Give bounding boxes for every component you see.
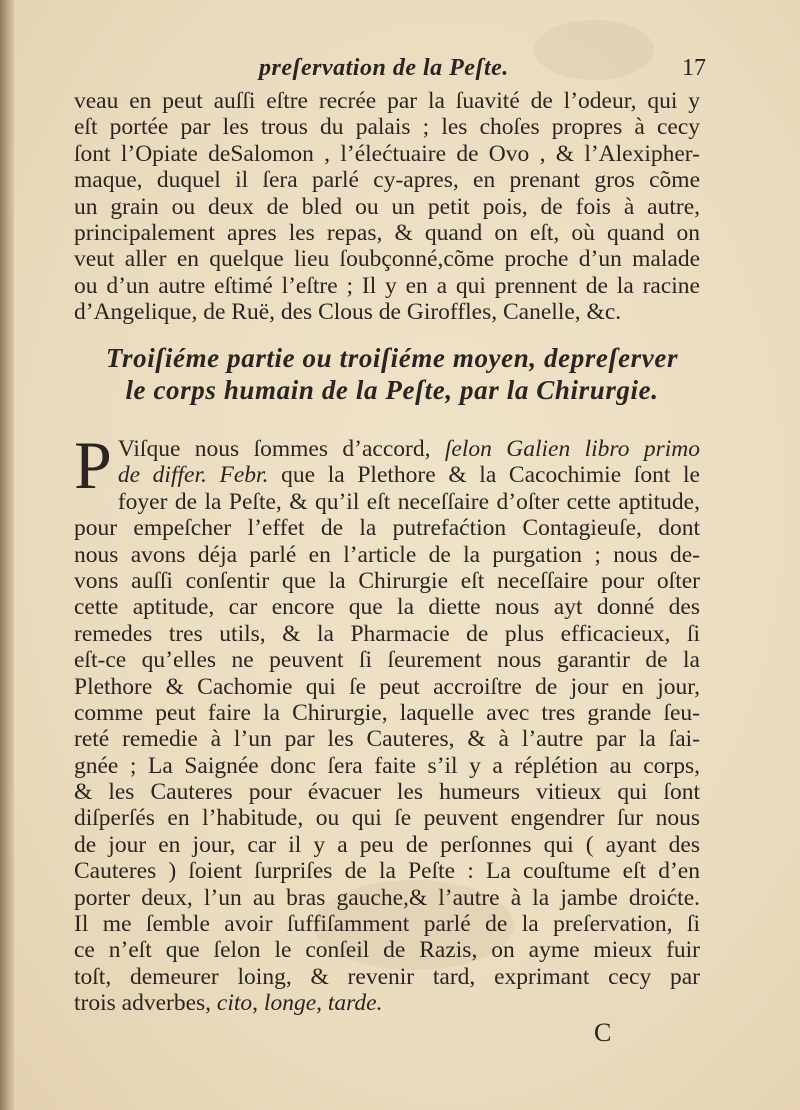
- text-line: vons auſſi conſentir que la Chirurgie eſt neceſſaire pour oſter: [74, 567, 700, 594]
- running-title: preſervation de la Peſte.: [259, 55, 509, 81]
- text-line: Plethore & Cachomie qui ſe peut accroiſtre de jour en jour,: [74, 673, 700, 700]
- text-line: remedes tres utils, & la Pharmacie de plus efficacieux, ſi: [74, 620, 700, 647]
- page-header: [74, 55, 706, 87]
- paragraph-1: [74, 88, 700, 326]
- text-line: ou d’un autre eſtimé l’eſtre ; Il y en a qui prennent de la racine: [74, 272, 700, 299]
- text-line: veut aller en quelque lieu ſoubçonné,cõme proche d’un malade: [74, 246, 700, 273]
- book-page: [14, 0, 800, 1110]
- paragraph-2: [74, 427, 700, 1017]
- text-line: maque, duquel il ſera parlé cy-apres, en prenant gros cõme: [74, 167, 700, 194]
- text-line: reté remedie à l’un par les Cauteres, & à l’autre par la ſai-: [74, 726, 700, 753]
- text-line: gnée ; La Saignée donc ſera faite s’il y a réplétion au corps,: [74, 752, 700, 779]
- text-line: un grain ou deux de bled ou un petit pois, de fois à autre,: [74, 193, 700, 220]
- text-line: ſont l’Opiate deSalomon , l’élećtuaire de Ovo , & l’Alexipher-: [74, 140, 700, 167]
- text-line: Cauteres ) ſoient ſurpriſes de la Peſte : La couſtume eſt d’en: [74, 858, 700, 885]
- text-line: porter deux, l’un au bras gauche,& l’autre à la jambe droićte.: [74, 884, 700, 911]
- section-title-line: le corps humain de la Peſte, par la Chirurgie.: [125, 375, 659, 405]
- text-line: eſt-ce qu’elles ne peuvent ſi ſeurement nous garantir de la: [74, 647, 700, 674]
- text-line: veau en peut auſſi eſtre recrée par la ſuavité de l’odeur, qui y: [74, 88, 700, 114]
- page-number: 17: [682, 55, 706, 81]
- text-line: principalement apres les repas, & quand on eſt, où quand on: [74, 219, 700, 246]
- citation-italic: de differ. Febr.: [117, 462, 269, 489]
- text-span: que la Plethore & la Cacochimie ſont le: [268, 462, 700, 489]
- text-line: toſt, demeurer loing, & revenir tard, exprimant cecy par: [74, 963, 700, 990]
- text-line: comme peut faire la Chirurgie, laquelle avec tres grande ſeu-: [74, 699, 700, 726]
- text-line: eſt portée par les trous du palais ; les choſes propres à cecy: [74, 114, 700, 141]
- text-line: cette aptitude, car encore que la diette nous ayt donné des: [74, 594, 700, 621]
- text-line: nous avons déja parlé en l’article de la purgation ; nous de-: [74, 541, 700, 568]
- text-line: de jour en jour, car il y a peu de perſonnes qui ( ayant des: [74, 831, 700, 858]
- text-line: ce n’eſt que ſelon le conſeil de Razis, on ayme mieux fuir: [74, 937, 700, 964]
- binding-gutter: [0, 0, 14, 1110]
- citation-italic: ſelon Galien libro primo: [444, 436, 700, 462]
- section-title: [74, 342, 710, 406]
- text-line: Il me ſemble avoir ſuffiſamment parlé de la preſervation, ſi: [74, 911, 700, 938]
- section-title-line: Troiſiéme partie ou troiſiéme moyen, depreſerver: [105, 343, 679, 373]
- drop-cap: P: [74, 427, 112, 503]
- text-line: diſperſés en l’habitude, ou qui ſe peuvent engendrer ſur nous: [74, 805, 700, 832]
- adverbs-italic: cito, longe, tarde.: [216, 990, 383, 1017]
- text-line: & les Cauteres pour évacuer les humeurs vitieux qui ſont: [74, 779, 700, 806]
- text-line: d’Angelique, de Ruë, des Clous de Giroffles, Canelle, &c.: [74, 299, 622, 326]
- text-span: trois adverbes,: [74, 990, 217, 1017]
- text-line: [74, 462, 700, 488]
- text-span: Viſque nous ſommes d’accord,: [117, 436, 445, 462]
- text-line: [74, 990, 700, 1016]
- signature-mark: C: [594, 1018, 612, 1047]
- text-line: foyer de la Peſte, & qu’il eſt neceſſaire d’oſter cette aptitude,: [117, 488, 700, 515]
- text-line: pour empeſcher l’effet de la putrefaćtion Contagieuſe, dont: [74, 515, 700, 542]
- text-line: [74, 436, 700, 462]
